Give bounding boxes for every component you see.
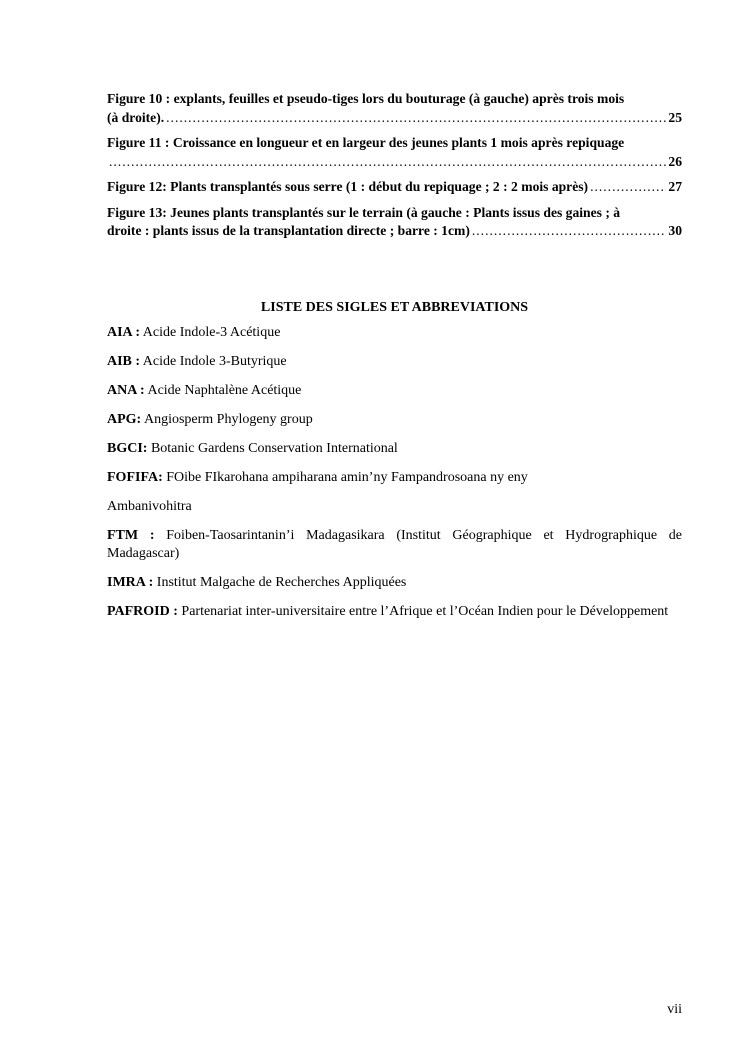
abbreviation-definition: FOibe FIkarohana ampiharana amin’ny Fampandrosoana ny eny — [166, 469, 528, 485]
abbreviation-item — [107, 353, 682, 371]
abbreviation-term: PAFROID : — [107, 603, 178, 619]
abbreviation-definition: Foiben-Taosarintanin’i Madagasikara (Institut Géographique et Hydrographique de Madagascar) — [107, 527, 683, 561]
toc-entry-last-line — [107, 153, 682, 172]
toc-page-number: 27 — [668, 179, 682, 194]
page-number: vii — [667, 1002, 682, 1017]
toc-entry-last-line — [107, 178, 682, 197]
toc-entry-figure-11[interactable] — [107, 134, 682, 171]
abbreviation-definition: Angiosperm Phylogeny group — [143, 411, 313, 427]
toc-entry-figure-10[interactable] — [107, 90, 682, 127]
toc-entry-text: Figure 12: Plants transplantés sous serre (1 : début du repiquage ; 2 : 2 mois après) — [107, 179, 589, 194]
abbreviation-list — [107, 324, 682, 621]
toc-entry-text: Figure 13: Jeunes plants transplantés sur le terrain (à gauche : Plants issus des gaines ; à — [107, 204, 621, 220]
abbreviation-term: FOFIFA: — [107, 469, 163, 485]
toc-entry-text: (à droite). — [107, 109, 165, 125]
abbreviation-item — [107, 440, 682, 458]
list-of-figures — [107, 90, 682, 241]
abbreviation-item — [107, 574, 682, 592]
section-heading: LISTE DES SIGLES ET ABBREVIATIONS — [260, 299, 529, 315]
abbreviation-definition: Botanic Gardens Conservation International — [150, 440, 398, 456]
toc-entry-last-line — [107, 109, 682, 128]
abbreviation-continuation — [107, 498, 682, 516]
toc-entry-figure-12[interactable] — [107, 178, 682, 197]
toc-entry-text: droite : plants issus de la transplantation directe ; barre : 1cm) — [107, 223, 470, 238]
abbreviation-item — [107, 469, 682, 487]
toc-leader-dots — [166, 109, 666, 128]
toc-page-number: 25 — [668, 109, 682, 125]
abbreviation-definition: Acide Indole-3 Acétique — [142, 324, 281, 340]
toc-entry-figure-13[interactable] — [107, 204, 682, 241]
abbreviation-term: AIA : — [107, 324, 141, 340]
abbreviation-item — [107, 603, 682, 621]
abbreviation-item — [107, 382, 682, 400]
abbreviation-term: ANA : — [107, 382, 145, 398]
abbreviation-definition: Acide Naphtalène Acétique — [147, 382, 302, 398]
toc-leader-dots — [472, 222, 667, 241]
abbreviation-definition: Ambanivohitra — [107, 498, 192, 514]
abbreviation-definition: Institut Malgache de Recherches Appliquées — [156, 574, 407, 590]
toc-entry-text: Figure 10 : explants, feuilles et pseudo-tiges lors du bouturage (à gauche) après trois mois — [107, 91, 625, 106]
toc-entry-last-line — [107, 222, 682, 241]
toc-leader-dots — [109, 153, 666, 172]
toc-leader-dots — [590, 178, 666, 197]
document-page — [107, 90, 682, 632]
abbreviation-item — [107, 324, 682, 342]
abbreviation-term: APG: — [107, 411, 142, 427]
abbreviation-term: AIB : — [107, 353, 141, 369]
abbreviation-item — [107, 527, 682, 563]
abbreviation-term: IMRA : — [107, 574, 154, 590]
abbreviation-definition: Acide Indole 3-Butyrique — [142, 353, 287, 369]
toc-page-number: 26 — [668, 153, 682, 169]
abbreviation-definition: Partenariat inter-universitaire entre l’Afrique et l’Océan Indien pour le Développement — [181, 603, 669, 619]
abbreviation-item — [107, 411, 682, 429]
abbreviation-term: FTM : — [107, 527, 155, 543]
toc-entry-text: Figure 11 : Croissance en longueur et en largeur des jeunes plants 1 mois après repiquage — [107, 135, 625, 150]
toc-page-number: 30 — [668, 223, 682, 238]
abbreviation-term: BGCI: — [107, 440, 148, 456]
